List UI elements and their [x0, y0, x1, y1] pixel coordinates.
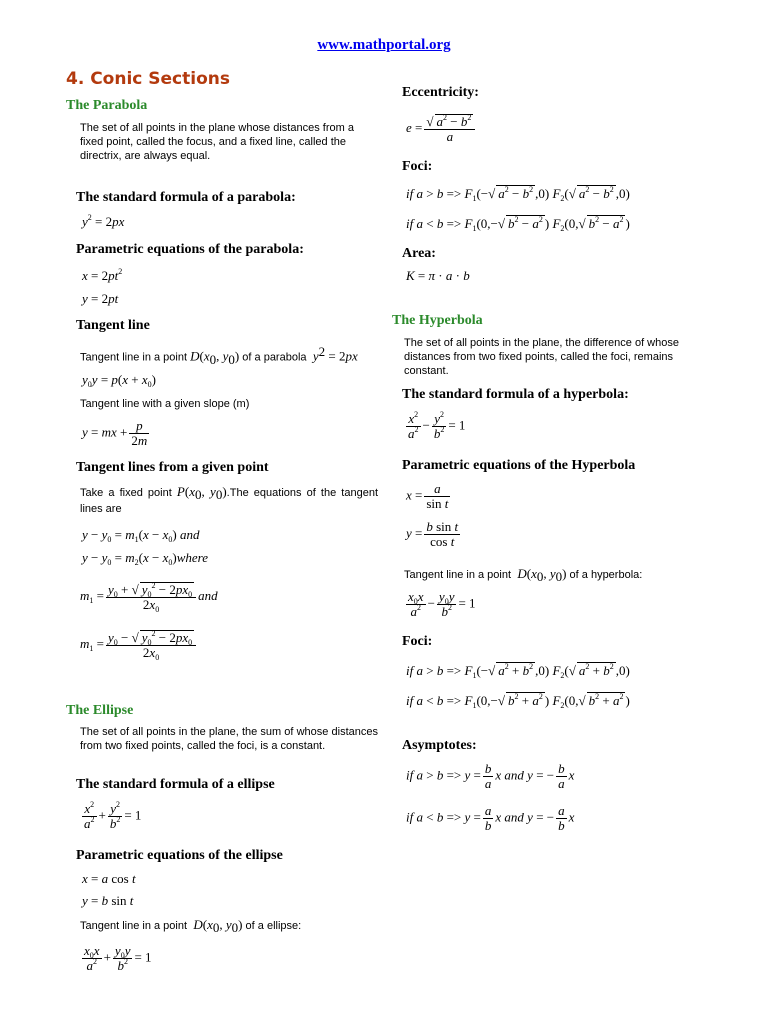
parabola-from-point-text: Take a fixed point $P(x_0$, $y_0).The$ equations of the tangent lines are [80, 484, 379, 516]
ellipse-area-heading: Area: [402, 246, 436, 261]
slope-m1-plus: $m_1$ = $\frac{y_0 + √ y_0^2 - 2px_0}{2x_0}$ and [80, 581, 218, 614]
ellipse-parametric-x: x = a cos t [82, 871, 136, 886]
hyperbola-tangent-formula: $\frac{x_0x}{a^2}$ − $\frac{y_0y}{b^2}$ = 1 [408, 589, 476, 619]
ellipse-foci-heading: Foci: [402, 159, 433, 174]
ellipse-tangent-formula: $\frac{x_0x}{a^2}$ + $\frac{y_0y}{b^2}$ = 1 [84, 943, 152, 973]
tangent-eq-2: $y - y_0 = m_2(x$ − $x_0)where$ [82, 550, 209, 567]
hyperbola-parametric-heading: Parametric equations of the Hyperbola [402, 458, 636, 473]
parabola-standard-formula: $y^2 = 2px$ [82, 213, 125, 229]
parabola-title: The Parabola [66, 98, 148, 113]
parabola-tangent-point-text-a: Tangent line in a point [80, 351, 188, 364]
parabola-parametric-x: $x = 2pt^2$ [82, 267, 123, 283]
hyperbola-standard-heading: The standard formula of a hyperbola: [402, 387, 629, 402]
ellipse-standard-formula: $\frac{x^2}{a^2}$ + $\frac{y^2}{b^2}$ = 1 [84, 800, 142, 831]
chapter-title: 4. Conic Sections [66, 69, 230, 89]
parabola-standard-heading: The standard formula of a parabola: [76, 190, 296, 205]
ellipse-foci-case2: if $a < b => F_1(0,-√$ $b^2 - a^2$ ) $F_2(0,√$ $b^2 - a^2$ ) [406, 215, 630, 233]
hyperbola-standard-formula: $\frac{x^2}{a^2}$ − $\frac{y^2}{b^2}$ = 1 [408, 410, 466, 441]
hyperbola-parametric-x: x = $\frac{a}{\text{sin t}}$ [406, 481, 449, 511]
asymptotes-heading: Asymptotes: [402, 738, 477, 753]
ellipse-parametric-y: y = b sin t [82, 893, 134, 908]
ellipse-area-formula: K = π · a · b [406, 268, 470, 283]
hyperbola-tangent-line: Tangent line in a point $D(x_0$, $y_0$) of a hyperbola: [404, 566, 643, 585]
ellipse-tangent-line: Tangent line in a point $D(x_0$, $y_0$) of a ellipse: [80, 917, 302, 936]
hyperbola-title: The Hyperbola [392, 313, 483, 328]
parabola-tangent-point-line: Tangent line in a point $D(x_0$, $y_0$) of a parabola $y^2 = 2px$ [80, 344, 358, 367]
parabola-definition: The set of all points in the plane whose distances from a fixed point, called the focus, and a fixed line, called the directrix, are always equal. [80, 122, 354, 162]
parabola-tangent-slope-text: Tangent line with a given slope (m) [80, 398, 250, 410]
site-link[interactable]: www.mathportal.org [317, 37, 451, 53]
ellipse-standard-heading: The standard formula of a ellipse [76, 777, 275, 792]
ellipse-title: The Ellipse [66, 703, 134, 718]
hyperbola-definition: The set of all points in the plane, the difference of whose distances from two fixed points, called the foci, remains constant. [404, 337, 679, 377]
ellipse-foci-case1: if $a > b => F_1(-√$ $a^2 - b^2$ ,0) $F_2(√$ $a^2 - b^2$ ,0) [406, 185, 630, 203]
asymptotes-case2: if a < b => y = $\frac{a}{b}$ x and y = − $\frac{a}{b}$ x [406, 803, 575, 833]
parabola-parametric-heading: Parametric equations of the parabola: [76, 242, 304, 257]
parabola-from-point-heading: Tangent lines from a given point [76, 460, 269, 475]
parabola-tangent-point-formula: $y_0y = p(x + x_0)$ [82, 372, 156, 389]
eccentricity-heading: Eccentricity: [402, 85, 479, 100]
tangent-eq-1: $y - y_0 = m_1(x - x_0)$ and [82, 527, 200, 544]
point-d-formula: D [190, 348, 200, 364]
hyperbola-foci-case1: if $a > b => F_1(-√$ $a^2 + b^2$ ,0) $F_2(√$ $a^2 + b^2$ ,0) [406, 662, 630, 680]
slope-m1-minus: $m_1$ = $\frac{y_0 - √ y_0^2 - 2px_0}{2x_0}$ [80, 630, 198, 660]
hyperbola-foci-case2: if $a < b => F_1(0,-√$ $b^2 + a^2$ ) $F_2(0,√$ $b^2 + a^2$ ) [406, 692, 630, 710]
parabola-tangent-heading: Tangent line [76, 318, 150, 333]
parabola-tangent-point-text-b: of a parabola [242, 351, 307, 364]
parabola-tangent-slope-formula: y = mx + $\frac{p}{2m}$ [82, 418, 148, 448]
hyperbola-foci-heading: Foci: [402, 634, 433, 649]
ellipse-parametric-heading: Parametric equations of the ellipse [76, 848, 283, 863]
asymptotes-case1: if a > b => y = $\frac{b}{a}$ x and y = − $\frac{b}{a}$ x [406, 761, 575, 791]
ellipse-definition: The set of all points in the plane, the sum of whose distances from two fixed points, called the foci, is a constant. [80, 726, 378, 752]
hyperbola-parametric-y: y = $\frac{\text{b sin t}}{\text{cos t}}$ [406, 519, 459, 549]
eccentricity-formula: e = $\frac{√ a^2 - b^2}{a}$ [406, 114, 477, 144]
parabola-parametric-y: y = 2pt [82, 291, 119, 306]
